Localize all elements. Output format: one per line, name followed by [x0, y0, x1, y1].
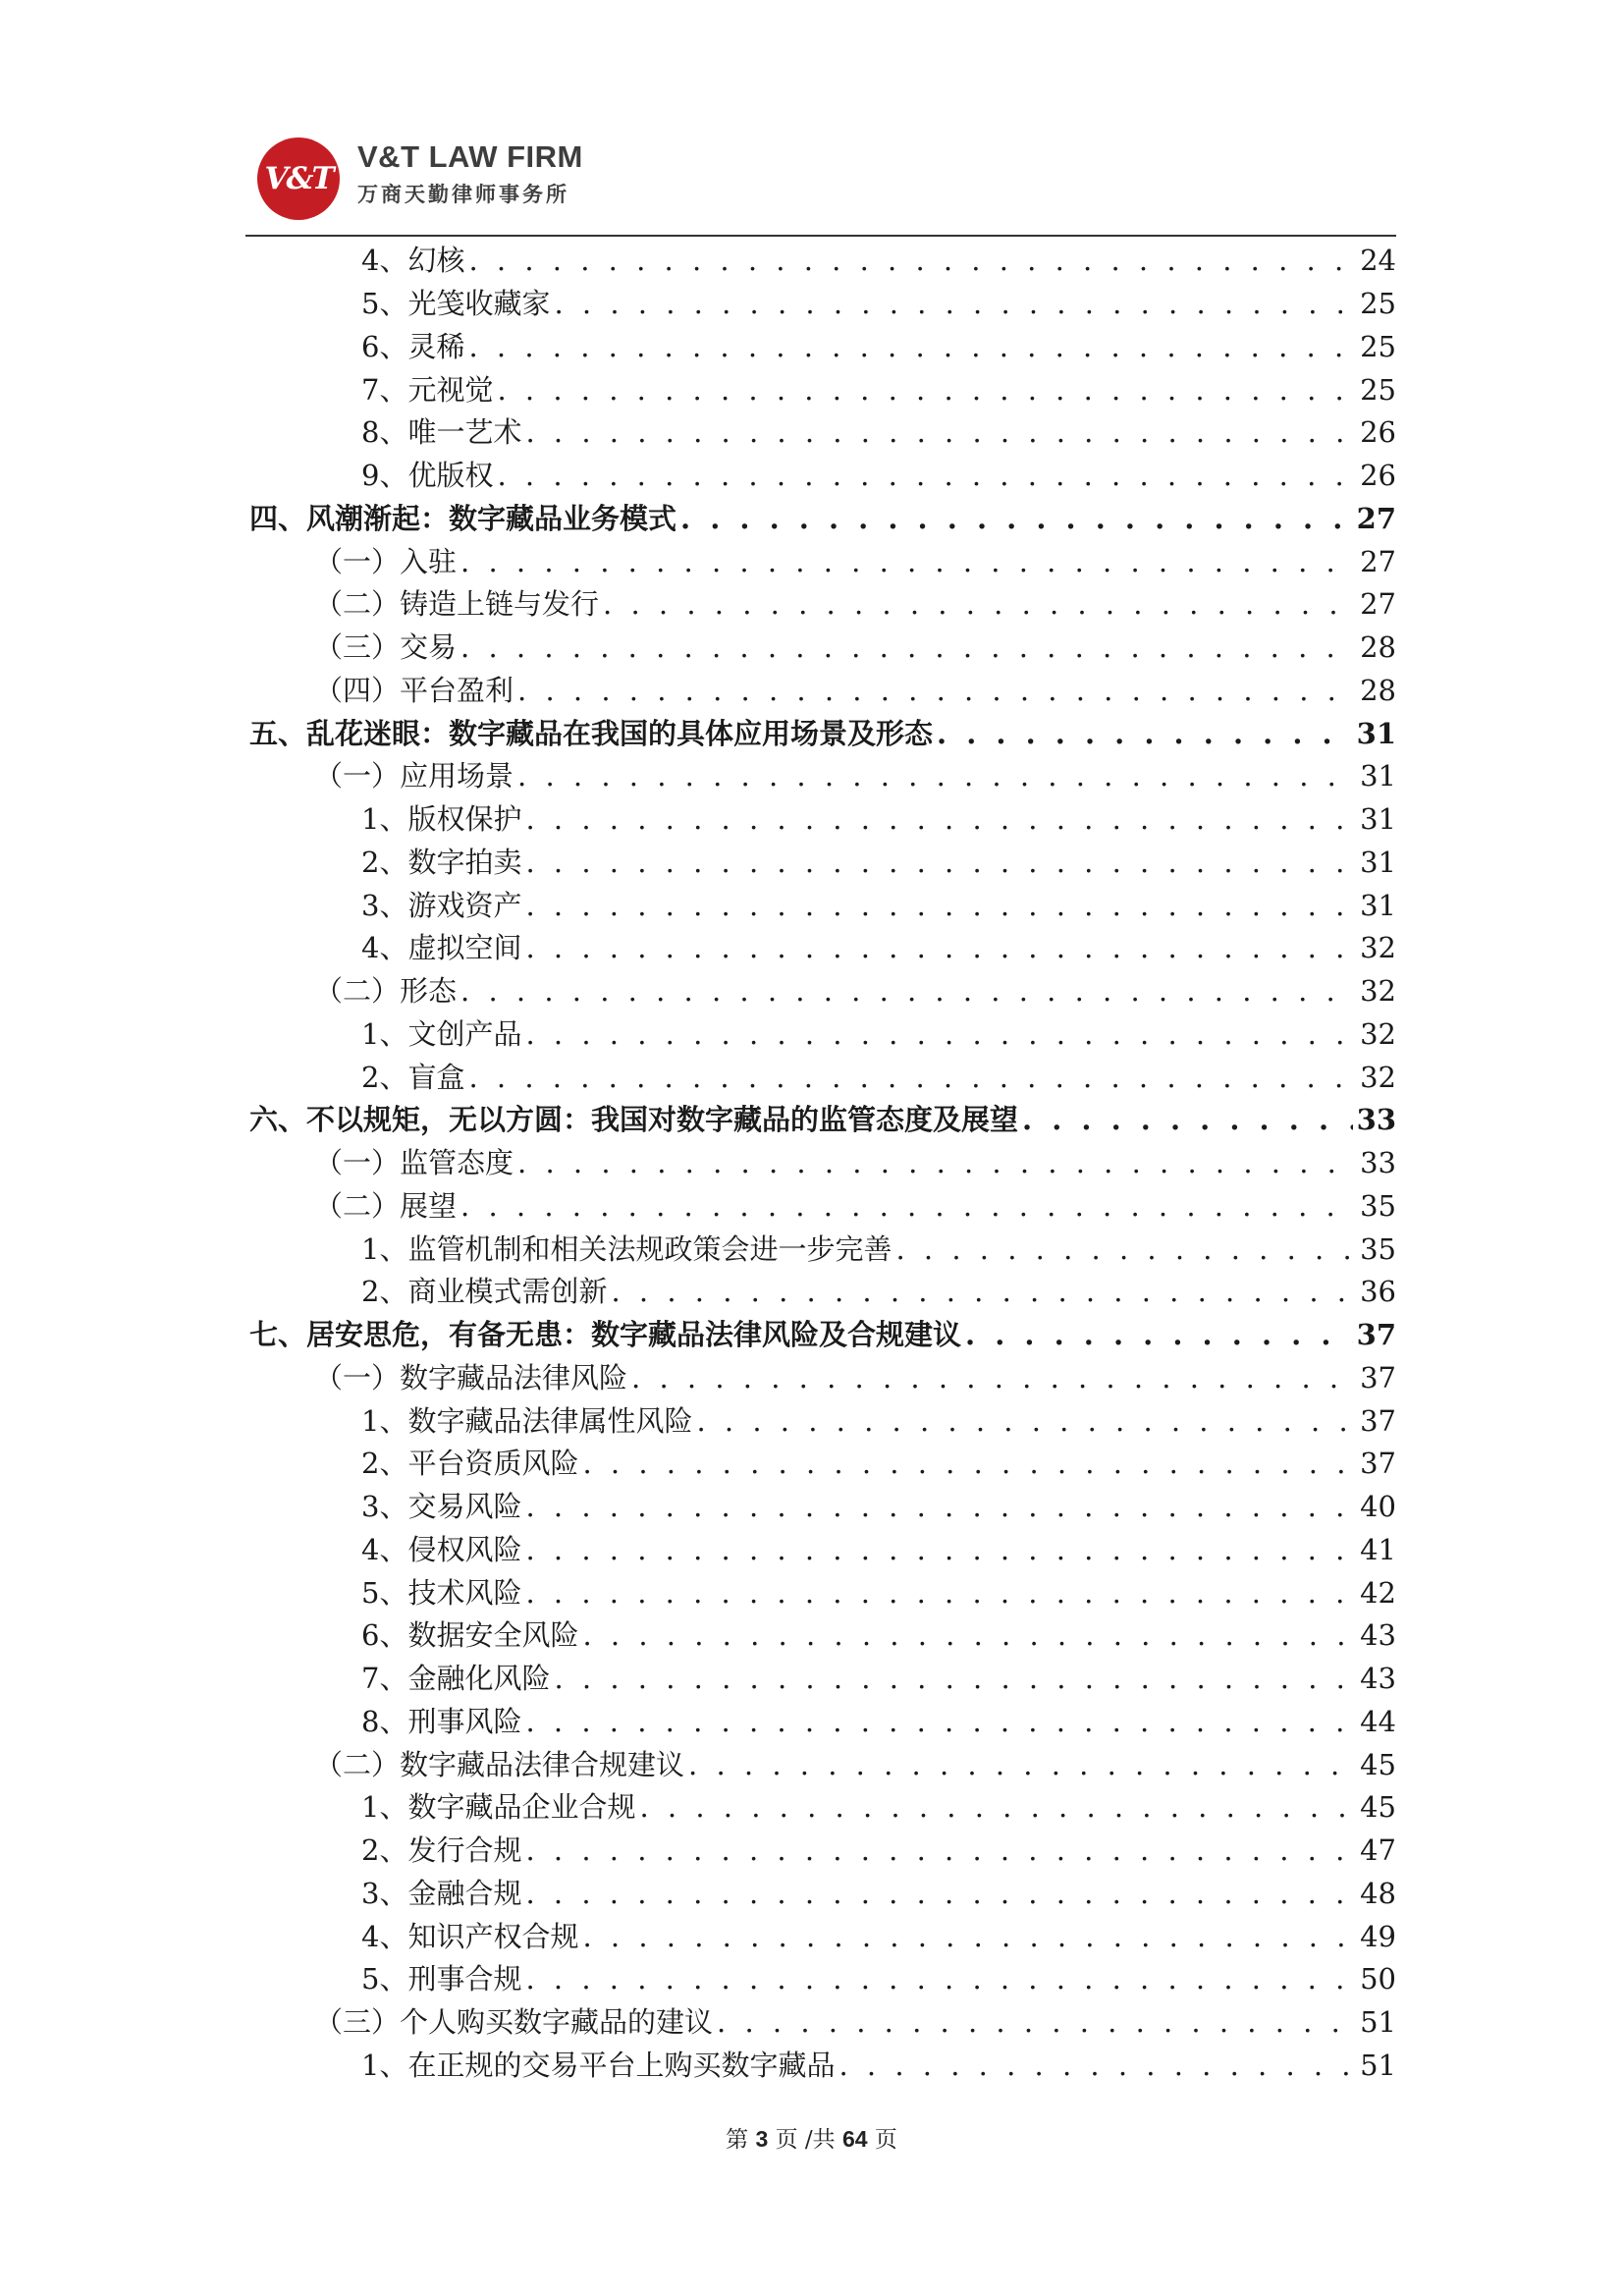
toc-entry[interactable] [245, 927, 1396, 970]
toc-entry-label: 3、金融合规 [361, 1876, 522, 1910]
footer-middle: 页 /共 [775, 2127, 836, 2153]
toc-entry-page-number: 43 [1360, 1662, 1396, 1696]
toc-entry-label: 8、刑事风险 [361, 1704, 522, 1738]
toc-entry-page-number: 27 [1360, 544, 1396, 578]
toc-entry-page-number: 37 [1360, 1360, 1396, 1394]
toc-entry-page-number: 31 [1356, 716, 1396, 750]
toc-entry[interactable] [245, 884, 1396, 927]
toc-dot-leader [468, 1064, 1356, 1092]
toc-entry-page-number: 44 [1360, 1704, 1396, 1738]
toc-entry-page-number: 27 [1360, 587, 1396, 622]
toc-dot-leader [497, 376, 1356, 405]
toc-entry-page-number: 28 [1360, 630, 1396, 665]
toc-entry[interactable] [245, 1529, 1396, 1572]
toc-entry[interactable] [245, 1658, 1396, 1701]
toc-dot-leader [525, 934, 1356, 962]
toc-dot-leader [517, 762, 1356, 791]
toc-entry[interactable] [245, 2001, 1396, 2045]
toc-dot-leader [525, 1020, 1356, 1049]
toc-entry-page-number: 25 [1360, 329, 1396, 363]
toc-entry-label: 4、虚拟空间 [361, 931, 522, 965]
toc-entry-label: 1、在正规的交易平台上购买数字藏品 [361, 2048, 836, 2082]
toc-entry-label: （三）交易 [314, 630, 458, 665]
toc-entry[interactable] [245, 1786, 1396, 1830]
toc-dot-leader [582, 1923, 1356, 1951]
toc-entry[interactable] [245, 670, 1396, 713]
toc-entry-page-number: 32 [1360, 1060, 1396, 1094]
toc-entry-label: 六、不以规矩，无以方圆：我国对数字藏品的监管态度及展望 [249, 1103, 1019, 1137]
toc-entry[interactable] [245, 283, 1396, 326]
toc-entry-label: 7、金融化风险 [361, 1662, 551, 1696]
toc-entry-page-number: 24 [1360, 244, 1396, 278]
toc-dot-leader [517, 677, 1356, 705]
toc-dot-leader [525, 418, 1356, 447]
toc-dot-leader [639, 1793, 1356, 1822]
letterhead [257, 137, 1396, 236]
toc-entry-label: （一）入驻 [314, 544, 458, 578]
toc-entry-label: 2、发行合规 [361, 1833, 522, 1868]
toc-entry-page-number: 31 [1360, 888, 1396, 922]
firm-logo: V&T [257, 137, 340, 220]
toc-entry-label: （一）应用场景 [314, 759, 514, 793]
toc-entry-label: 1、文创产品 [361, 1016, 522, 1051]
toc-entry-page-number: 26 [1360, 459, 1396, 493]
firm-name-chinese: 万商天勤律师事务所 [357, 183, 569, 206]
header-divider [245, 235, 1396, 237]
toc-entry-label: 3、游戏资产 [361, 888, 522, 922]
toc-dot-leader [895, 1235, 1356, 1264]
toc-entry-label: 四、风潮渐起：数字藏品业务模式 [249, 501, 677, 535]
toc-entry[interactable] [245, 1958, 1396, 2001]
toc-entry-label: （四）平台盈利 [314, 673, 514, 707]
toc-entry-page-number: 31 [1360, 759, 1396, 793]
toc-entry-page-number: 45 [1360, 1790, 1396, 1825]
toc-dot-leader [525, 805, 1356, 834]
toc-entry-page-number: 41 [1360, 1532, 1396, 1566]
toc-entry-label: （一）数字藏品法律风险 [314, 1360, 628, 1394]
toc-entry-label: 7、元视觉 [361, 372, 494, 407]
toc-entry[interactable] [245, 970, 1396, 1013]
toc-entry-label: （二）展望 [314, 1188, 458, 1223]
toc-dot-leader [631, 1364, 1356, 1393]
toc-entry[interactable] [245, 1314, 1396, 1357]
toc-dot-leader [460, 548, 1356, 576]
toc-entry[interactable] [245, 1830, 1396, 1873]
toc-entry[interactable] [245, 1185, 1396, 1229]
toc-entry[interactable] [245, 2045, 1396, 2088]
toc-dot-leader [554, 290, 1356, 318]
toc-entry-page-number: 40 [1360, 1490, 1396, 1524]
toc-entry-label: 3、交易风险 [361, 1490, 522, 1524]
toc-entry[interactable] [245, 627, 1396, 670]
toc-entry-page-number: 43 [1360, 1618, 1396, 1653]
toc-entry-page-number: 37 [1360, 1403, 1396, 1438]
toc-entry[interactable] [245, 1357, 1396, 1400]
toc-entry[interactable] [245, 1701, 1396, 1744]
toc-entry-label: 1、监管机制和相关法规政策会进一步完善 [361, 1231, 893, 1266]
toc-dot-leader [965, 1321, 1353, 1349]
toc-entry-label: 4、幻核 [361, 244, 465, 278]
toc-entry-label: 5、刑事合规 [361, 1962, 522, 1996]
toc-entry-page-number: 33 [1356, 1103, 1396, 1137]
toc-entry-page-number: 26 [1360, 415, 1396, 450]
toc-entry-page-number: 50 [1360, 1962, 1396, 1996]
toc-entry[interactable] [245, 712, 1396, 755]
toc-entry-label: 5、光笺收藏家 [361, 287, 551, 321]
toc-dot-leader [525, 848, 1356, 877]
toc-entry[interactable] [245, 1142, 1396, 1185]
table-of-contents [245, 240, 1396, 2087]
toc-entry-label: （一）监管态度 [314, 1146, 514, 1180]
toc-entry[interactable] [245, 1271, 1396, 1314]
page-footer [0, 2121, 1623, 2154]
toc-entry[interactable] [245, 1228, 1396, 1271]
toc-dot-leader [1022, 1106, 1353, 1134]
toc-entry-page-number: 28 [1360, 673, 1396, 707]
toc-dot-leader [696, 1407, 1356, 1436]
toc-dot-leader [937, 720, 1353, 748]
toc-dot-leader [468, 246, 1356, 275]
footer-prefix: 第 [726, 2127, 749, 2153]
toc-entry[interactable] [245, 240, 1396, 283]
toc-entry-page-number: 27 [1356, 501, 1396, 535]
footer-suffix: 页 [874, 2127, 897, 2153]
toc-entry-page-number: 31 [1360, 802, 1396, 837]
toc-entry[interactable] [245, 1915, 1396, 1958]
toc-entry-page-number: 37 [1360, 1447, 1396, 1481]
toc-dot-leader [717, 2008, 1356, 2037]
toc-dot-leader [460, 633, 1356, 662]
toc-entry-page-number: 36 [1360, 1275, 1396, 1309]
toc-entry-page-number: 32 [1360, 974, 1396, 1009]
toc-entry-label: 1、版权保护 [361, 802, 522, 837]
toc-entry-label: 七、居安思危，有备无患：数字藏品法律风险及合规建议 [249, 1318, 962, 1352]
toc-entry[interactable] [245, 326, 1396, 369]
toc-entry-label: 8、唯一艺术 [361, 415, 522, 450]
toc-dot-leader [525, 1836, 1356, 1865]
toc-entry[interactable] [245, 798, 1396, 842]
toc-entry-label: 6、数据安全风险 [361, 1618, 579, 1653]
toc-entry-page-number: 47 [1360, 1833, 1396, 1868]
toc-entry-page-number: 42 [1360, 1575, 1396, 1610]
toc-dot-leader [517, 1149, 1356, 1177]
toc-dot-leader [460, 977, 1356, 1006]
toc-entry-label: 2、盲盒 [361, 1060, 465, 1094]
toc-entry-label: 1、数字藏品法律属性风险 [361, 1403, 693, 1438]
toc-entry[interactable] [245, 498, 1396, 541]
toc-entry[interactable] [245, 1873, 1396, 1916]
toc-entry[interactable] [245, 1013, 1396, 1057]
toc-entry[interactable] [245, 1571, 1396, 1614]
toc-entry[interactable] [245, 368, 1396, 411]
toc-entry[interactable] [245, 1099, 1396, 1142]
toc-entry-label: （二）铸造上链与发行 [314, 587, 600, 622]
toc-entry-page-number: 25 [1360, 372, 1396, 407]
toc-entry-label: 2、商业模式需创新 [361, 1275, 608, 1309]
toc-entry[interactable] [245, 1743, 1396, 1786]
toc-dot-leader [468, 333, 1356, 361]
toc-dot-leader [525, 1579, 1356, 1608]
toc-dot-leader [525, 1708, 1356, 1736]
toc-entry-label: 五、乱花迷眼：数字藏品在我国的具体应用场景及形态 [249, 716, 934, 750]
toc-entry-page-number: 45 [1360, 1747, 1396, 1781]
toc-dot-leader [839, 2051, 1356, 2080]
toc-dot-leader [603, 590, 1356, 619]
toc-dot-leader [611, 1278, 1356, 1306]
toc-entry-label: 2、平台资质风险 [361, 1447, 579, 1481]
toc-entry[interactable] [245, 1614, 1396, 1658]
toc-entry-label: 4、知识产权合规 [361, 1919, 579, 1953]
toc-dot-leader [554, 1665, 1356, 1693]
toc-dot-leader [525, 1493, 1356, 1521]
toc-dot-leader [525, 892, 1356, 920]
toc-entry-page-number: 51 [1360, 2048, 1396, 2082]
toc-entry-page-number: 31 [1360, 845, 1396, 879]
toc-entry-label: 6、灵稀 [361, 329, 465, 363]
toc-entry-page-number: 49 [1360, 1919, 1396, 1953]
toc-dot-leader [582, 1449, 1356, 1478]
toc-entry-page-number: 48 [1360, 1876, 1396, 1910]
toc-entry-page-number: 51 [1360, 2005, 1396, 2040]
toc-entry[interactable] [245, 455, 1396, 498]
toc-dot-leader [497, 462, 1356, 490]
toc-dot-leader [688, 1751, 1356, 1779]
toc-entry-label: 5、技术风险 [361, 1575, 522, 1610]
toc-entry-page-number: 32 [1360, 1016, 1396, 1051]
toc-dot-leader [582, 1621, 1356, 1650]
toc-entry-label: 4、侵权风险 [361, 1532, 522, 1566]
toc-entry-label: （三）个人购买数字藏品的建议 [314, 2005, 714, 2040]
toc-dot-leader [525, 1536, 1356, 1564]
toc-entry-page-number: 37 [1356, 1318, 1396, 1352]
total-page-count: 64 [841, 2126, 868, 2152]
toc-entry-label: （二）形态 [314, 974, 458, 1009]
toc-dot-leader [525, 1880, 1356, 1908]
toc-entry-page-number: 25 [1360, 287, 1396, 321]
toc-dot-leader [680, 505, 1353, 533]
toc-entry-label: 2、数字拍卖 [361, 845, 522, 879]
toc-entry-label: （二）数字藏品法律合规建议 [314, 1747, 685, 1781]
toc-entry[interactable] [245, 755, 1396, 798]
toc-entry-page-number: 33 [1360, 1146, 1396, 1180]
toc-entry[interactable] [245, 411, 1396, 455]
toc-entry[interactable] [245, 1443, 1396, 1486]
toc-entry-label: 1、数字藏品企业合规 [361, 1790, 636, 1825]
toc-entry-label: 9、优版权 [361, 459, 494, 493]
toc-entry[interactable] [245, 583, 1396, 627]
toc-dot-leader [525, 1965, 1356, 1994]
firm-name-english: V&T LAW FIRM [357, 139, 583, 174]
toc-entry-page-number: 32 [1360, 931, 1396, 965]
current-page-number: 3 [755, 2126, 769, 2152]
toc-entry[interactable] [245, 540, 1396, 583]
toc-entry[interactable] [245, 1399, 1396, 1443]
toc-entry[interactable] [245, 1486, 1396, 1529]
toc-entry-page-number: 35 [1360, 1231, 1396, 1266]
toc-entry[interactable] [245, 1056, 1396, 1099]
toc-entry[interactable] [245, 842, 1396, 885]
toc-dot-leader [460, 1192, 1356, 1221]
toc-entry-page-number: 35 [1360, 1188, 1396, 1223]
